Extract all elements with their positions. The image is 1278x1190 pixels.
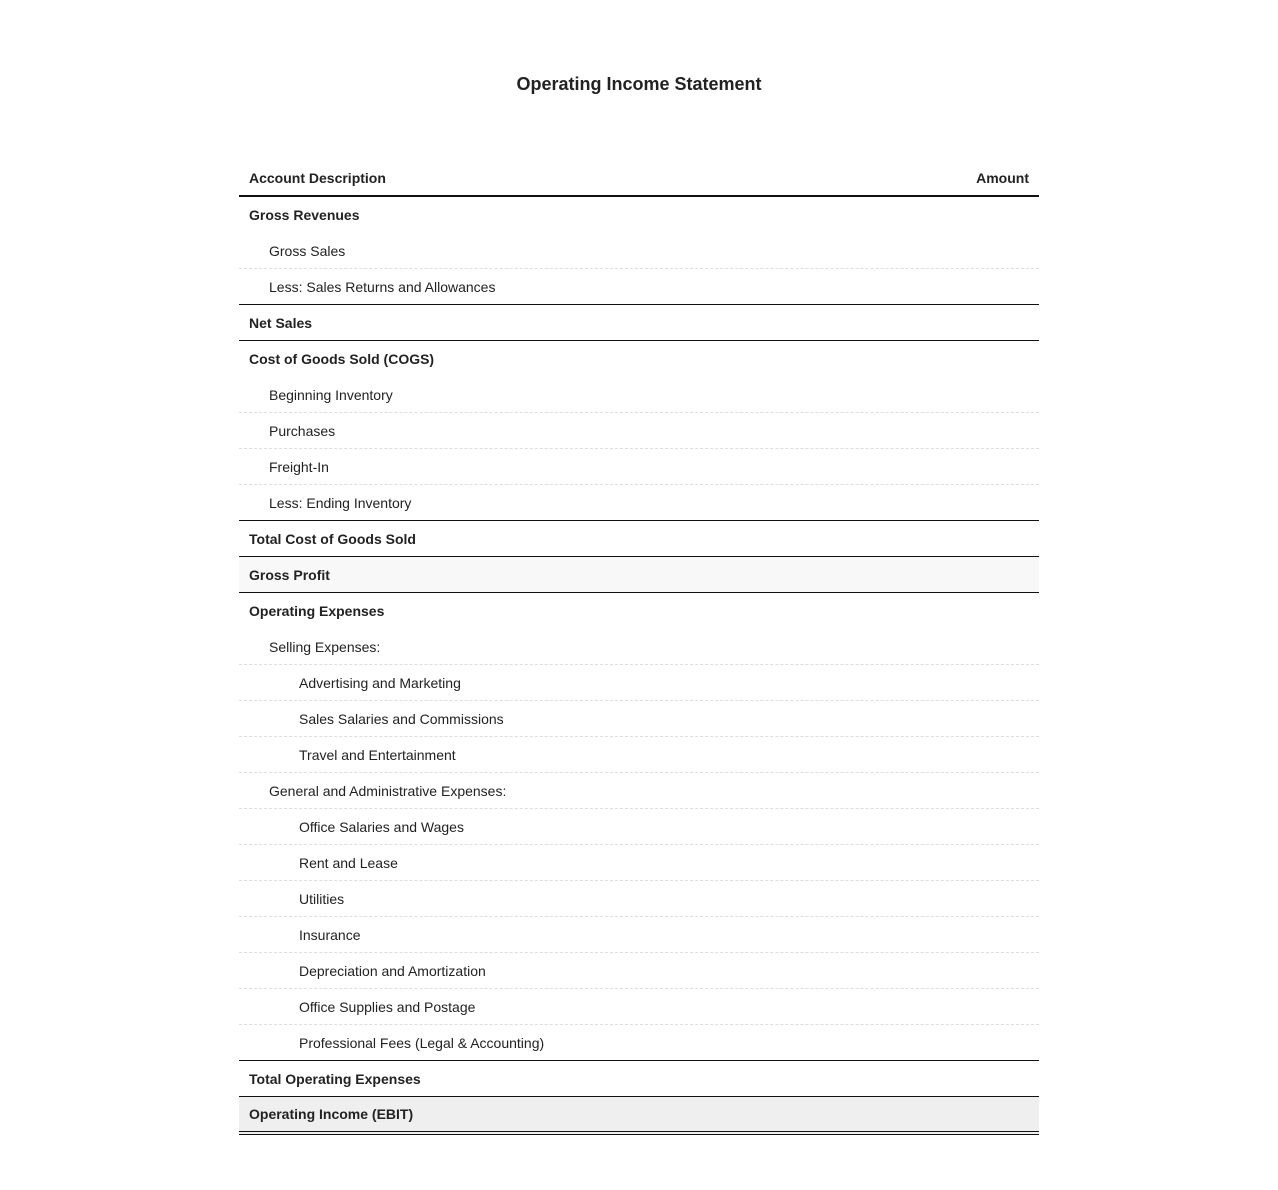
section-row-gross-revenues <box>239 197 1039 233</box>
line-item-advertising <box>239 665 1039 701</box>
group-label-general-admin <box>239 773 1039 809</box>
row-label: Total Operating Expenses <box>249 1070 421 1087</box>
line-item-freight-in <box>239 449 1039 485</box>
subtotal-row-net-sales <box>239 305 1039 341</box>
line-item-travel <box>239 737 1039 773</box>
row-label: Depreciation and Amortization <box>299 962 486 979</box>
row-label: Operating Income (EBIT) <box>249 1106 414 1122</box>
line-item-beginning-inventory <box>239 377 1039 413</box>
subtotal-row-total-cogs <box>239 521 1039 557</box>
row-label: Professional Fees (Legal & Accounting) <box>299 1034 545 1051</box>
total-row-operating-income <box>239 1097 1039 1135</box>
line-item-ending-inventory <box>239 485 1039 521</box>
income-statement-table <box>239 160 1039 1135</box>
row-label: Rent and Lease <box>299 854 398 871</box>
row-label: Office Salaries and Wages <box>299 818 464 835</box>
row-label: Total Cost of Goods Sold <box>249 530 416 547</box>
row-label: Travel and Entertainment <box>299 746 456 763</box>
row-label: Less: Ending Inventory <box>269 494 412 511</box>
row-label: Freight-In <box>269 458 329 475</box>
row-label: Office Supplies and Postage <box>299 998 476 1015</box>
line-item-sales-salaries <box>239 701 1039 737</box>
column-header-description: Account Description <box>249 169 386 186</box>
section-row-cogs <box>239 341 1039 377</box>
row-label: Beginning Inventory <box>269 386 393 403</box>
row-label: Purchases <box>269 422 336 439</box>
row-label: Selling Expenses: <box>269 638 381 655</box>
line-item-purchases <box>239 413 1039 449</box>
row-label: Gross Revenues <box>249 207 360 223</box>
row-label: Net Sales <box>249 314 313 331</box>
row-label: General and Administrative Expenses: <box>269 782 507 799</box>
table-header-row <box>239 160 1039 197</box>
subtotal-row-gross-profit <box>239 557 1039 593</box>
line-item-office-supplies <box>239 989 1039 1025</box>
page-title: Operating Income Statement <box>516 74 762 94</box>
line-item-depreciation <box>239 953 1039 989</box>
row-label: Cost of Goods Sold (COGS) <box>249 351 435 367</box>
row-label: Insurance <box>299 926 361 943</box>
row-label: Advertising and Marketing <box>299 674 461 691</box>
line-item-rent <box>239 845 1039 881</box>
group-label-selling-expenses <box>239 629 1039 665</box>
subtotal-row-total-operating-expenses <box>239 1061 1039 1097</box>
line-item-professional-fees <box>239 1025 1039 1061</box>
line-item-gross-sales <box>239 233 1039 269</box>
row-label: Sales Salaries and Commissions <box>299 710 504 727</box>
section-row-operating-expenses <box>239 593 1039 629</box>
line-item-sales-returns <box>239 269 1039 305</box>
row-label: Less: Sales Returns and Allowances <box>269 278 496 295</box>
line-item-utilities <box>239 881 1039 917</box>
column-header-amount: Amount <box>976 169 1029 186</box>
row-label: Operating Expenses <box>249 603 385 619</box>
line-item-insurance <box>239 917 1039 953</box>
row-label: Utilities <box>299 890 345 907</box>
line-item-office-salaries <box>239 809 1039 845</box>
row-label: Gross Sales <box>269 242 346 259</box>
row-label: Gross Profit <box>249 566 330 583</box>
